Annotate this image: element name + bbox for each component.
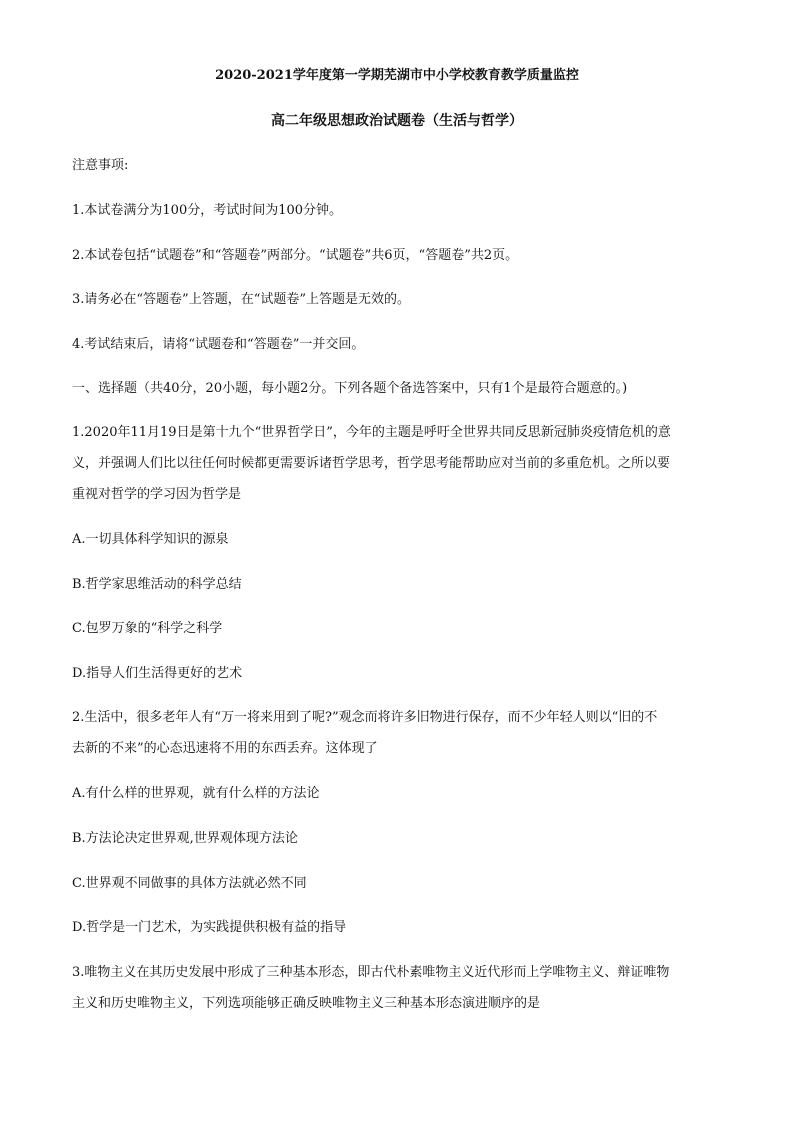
question-3-stem: 主义和历史唯物主义，下列选项能够正确反映唯物主义三种基本形态演进顺序的是 <box>72 996 541 1011</box>
note-item: 4.考试结束后，请将“试题卷和“答题卷”一并交回。 <box>72 337 365 352</box>
question-3-stem: 3.唯物主义在其历史发展中形成了三种基本形态，即古代朴素唯物主义近代形而上学唯物主义、辩证唯物 <box>72 965 670 980</box>
question-2-stem: 2.生活中，很多老年人有“万一将来用到了呢?”观念而将许多旧物进行保存，而不少年轻人则以“旧的不 <box>72 710 658 725</box>
question-2-option-b: B.方法论决定世界观,世界观体现方法论 <box>72 831 298 846</box>
exam-title: 2020-2021学年度第一学期芜湖市中小学校教育教学质量监控 <box>215 68 579 83</box>
question-1-option-d: D.指导人们生活得更好的艺术 <box>72 666 243 681</box>
question-1-stem: 重视对哲学的学习因为哲学是 <box>72 487 242 502</box>
note-item: 2.本试卷包括“试题卷”和“答题卷”两部分。“试题卷”共6页，“答题卷”共2页。 <box>72 248 519 263</box>
exam-subtitle: 高二年级思想政治试题卷（生活与哲学） <box>271 113 523 129</box>
question-2-option-c: C.世界观不同做事的具体方法就必然不同 <box>72 876 307 891</box>
notes-heading: 注意事项: <box>72 158 129 173</box>
question-1-stem: 1.2020年11月19日是第十九个“世界哲学日”，今年的主题是呼吁全世界共同反思新冠肺炎疫情危机的意 <box>72 425 671 440</box>
question-1-option-a: A.一切具体科学知识的源泉 <box>72 532 229 547</box>
question-1-stem: 义，并强调人们比以往任何时候都更需要诉诸哲学思考，哲学思考能帮助应对当前的多重危机。之所以要 <box>72 456 671 471</box>
note-item: 1.本试卷满分为100分，考试时间为100分钟。 <box>72 203 343 218</box>
question-1-option-c: C.包罗万象的“科学之科学 <box>72 621 223 636</box>
section-heading: 一、选择题（共40分，20小题，每小题2分。下列各题个备选答案中，只有1个是最符合题意的。) <box>72 381 628 396</box>
question-2-stem: 去新的不来”的心态迅速将不用的东西丢弃。这体现了 <box>72 741 378 756</box>
question-2-option-d: D.哲学是一门艺术，为实践提供积极有益的指导 <box>72 920 347 935</box>
question-2-option-a: A.有什么样的世界观，就有什么样的方法论 <box>72 786 320 801</box>
note-item: 3.请务必在“答题卷”上答题，在“试题卷”上答题是无效的。 <box>72 292 410 307</box>
question-1-option-b: B.哲学家思维活动的科学总结 <box>72 577 242 592</box>
